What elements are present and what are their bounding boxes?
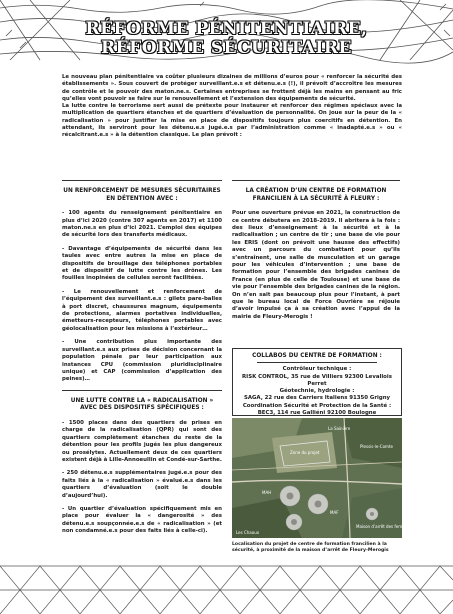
collaborator-line: Coordination Sécurité et Protection de la Santé : [242,402,392,409]
map-label: La Sainière [328,426,351,431]
list-item: - Une contribution plus importante des surveillant.e.s aux prises de décision concernant la population pénale par leur participation aux instances CPU (commission pluridisciplinaire unique) et CAP (commission d’application des peines)… [62,339,222,383]
collaborator-line: RISK CONTROL, 35 rue de Villiers 92300 Levallois Perret [242,373,392,387]
intro-section [62,74,402,140]
title-line-1: RÉFORME PÉNITENTIAIRE, [85,19,368,39]
intro-paragraph-2: La lutte contre le terrorisme sert aussi de prétexte pour instaurer et renforcer des régimes spéciaux avec la multiplication de quartiers étanches et de quartiers d’évaluation de personnalité. On joue sur la peur de la « radicalisation » pour justifier la mise en place de dispositifs toujours plus coercitifs en détention. En attendant, ils serviront pour les détenu.e.s jugé.e.s par l’administration comme « inadapté.e.s » ou « récalcitrant.e.s » à la détention classique. Le plan prévoit : [62,103,402,139]
aerial-map-image [232,418,411,538]
collaborator-line: BEC3, 114 rue Galliéni 92100 Boulogne [257,410,377,417]
map-label: Zone du projet [290,450,320,455]
divider [62,180,222,181]
section-heading-security: UN RENFORCEMENT DE MESURES SÉCURITAIRES EN DÉTENTION AVEC : [63,188,221,202]
collaborators-box [232,348,402,416]
list-item: - 250 détenu.e.s supplémentaires jugé.e.s pour des faits liés à la « radicalisation » évalué.e.s dans les quartiers d’évaluation (soit le double d’aujourd’hui). [62,470,222,499]
barbed-wire-bottom-decoration [0,560,453,614]
divider [62,390,222,391]
intro-paragraph-1: Le nouveau plan pénitentiaire va coûter plusieurs dizaines de millions d’euros pour « renforcer la sécurité des établissements ». Sous couvert de protéger surveillant.e.s et détenu.e.s (!), il prévoit d’accroître les mesures de contrôle et le pouvoir des maton.ne.s. Certaines entreprises se frottent déjà les mains en pensant au fric qu’elles vont pouvoir se faire sur le renouvellement et l’extension des équipements de sécurité. [62,74,402,102]
map-label: Maison d’arrêt des femmes [356,524,411,529]
training-center-paragraph: Pour une ouverture prévue en 2021, la construction de ce centre débutera en 2018-2019. Il abritera à la fois : des lieux d’enseignement à la sécurité et à la radicalisation ; un centre de tir ; une base de vie pour les ERIS (dont on prévoit une hausse des effectifs) avec un parcours du combattant pour qu’ils s’entraînent, une salle de musculation et un garage pour les véhicules d’intervention ; une base de formation pour l’ensemble des brigades canines de France (en plus de celle de Toulouse) et une base de vie pour l’ensemble des brigades canines de la région. On n’en sait pas beaucoup plus pour l’instant, à part que le bureau local de Force Ouvrière se réjouie d’avoir impulsé ça à sa création avec l’appui de la mairie de Fleury-Merogis ! [232,210,400,320]
divider [257,362,377,363]
collaborator-line: Contrôleur technique : [282,366,352,373]
map-label: MAH [262,490,272,495]
map-label: MAF [330,510,339,515]
collaborator-line: SAGA, 22 rue des Carriers Italiens 91350 Grigny [243,395,391,402]
section-heading-training-center: LA CRÉATION D’UN CENTRE DE FORMATION FRANCILIEN À LA SÉCURITÉ À FLEURY : [245,188,387,202]
title-line-2: RÉFORME SÉCURITAIRE [101,38,352,58]
right-column [232,178,400,327]
list-item: - 100 agents du renseignement pénitentiaire en plus d’ici 2020 (contre 307 agents en 2017) et 1100 maton.ne.s en plus d’ici 2021. L’emploi des équipes de sécurité lors des transferts médicaux. [62,210,222,239]
list-item: - Le renouvellement et renforcement de l’équipement des surveillant.e.s : gilets pare-balles à port discret, chaussures magnum, équipements de protections, alarmes portatives individuelles, émetteurs-recepteurs, téléphones portables avec géolocalisation pour les missions à l’extérieur… [62,288,222,332]
map-label: Les Chaoux [236,530,260,535]
map-caption: Localisation du projet de centre de formation francilien à la sécurité, à proximité de la maison d’arrêt de Fleury-Merogis [232,542,389,553]
map-label: Plessis-le-Comte [360,444,393,449]
collaborators-title: COLLABOS DU CENTRE DE FORMATION : [252,353,382,359]
poster-title [40,20,413,58]
left-column [62,178,222,542]
list-item: - Un quartier d’évaluation spécifiquement mis en place pour évaluer la « dangerosité » des détenu.e.s soupçonnée.e.s de « radicalisation » (et non condamné.e.s pour des faits liés à celle-ci). [62,505,222,535]
section-heading-radicalisation: UNE LUTTE CONTRE LA « RADICALISATION » AVEC DES DISPOSITIFS SPÉCIFIQUES : [70,397,214,412]
list-item: - 1500 places dans des quartiers de prises en charge de la radicalisation (QPR) qui sont des quartiers complètement étanches du reste de la détention pour les profils jugés les plus dangereux ou prosélytes. Actuellement deux de ces quartiers existent déjà à Lille-Annoeullin et Condé-sur-Sarthe. [62,419,222,463]
list-item: - Davantage d’équipements de sécurité dans les taules avec entre autres la mise en place de dispositifs de brouillage des téléphones portables et de dispositif de lutte contre les drônes. Les fouilles inopinées de cellules seront facilitées. [62,245,222,282]
collaborator-line: Géotechnie, hydrologie : [279,388,355,395]
divider [232,180,400,181]
